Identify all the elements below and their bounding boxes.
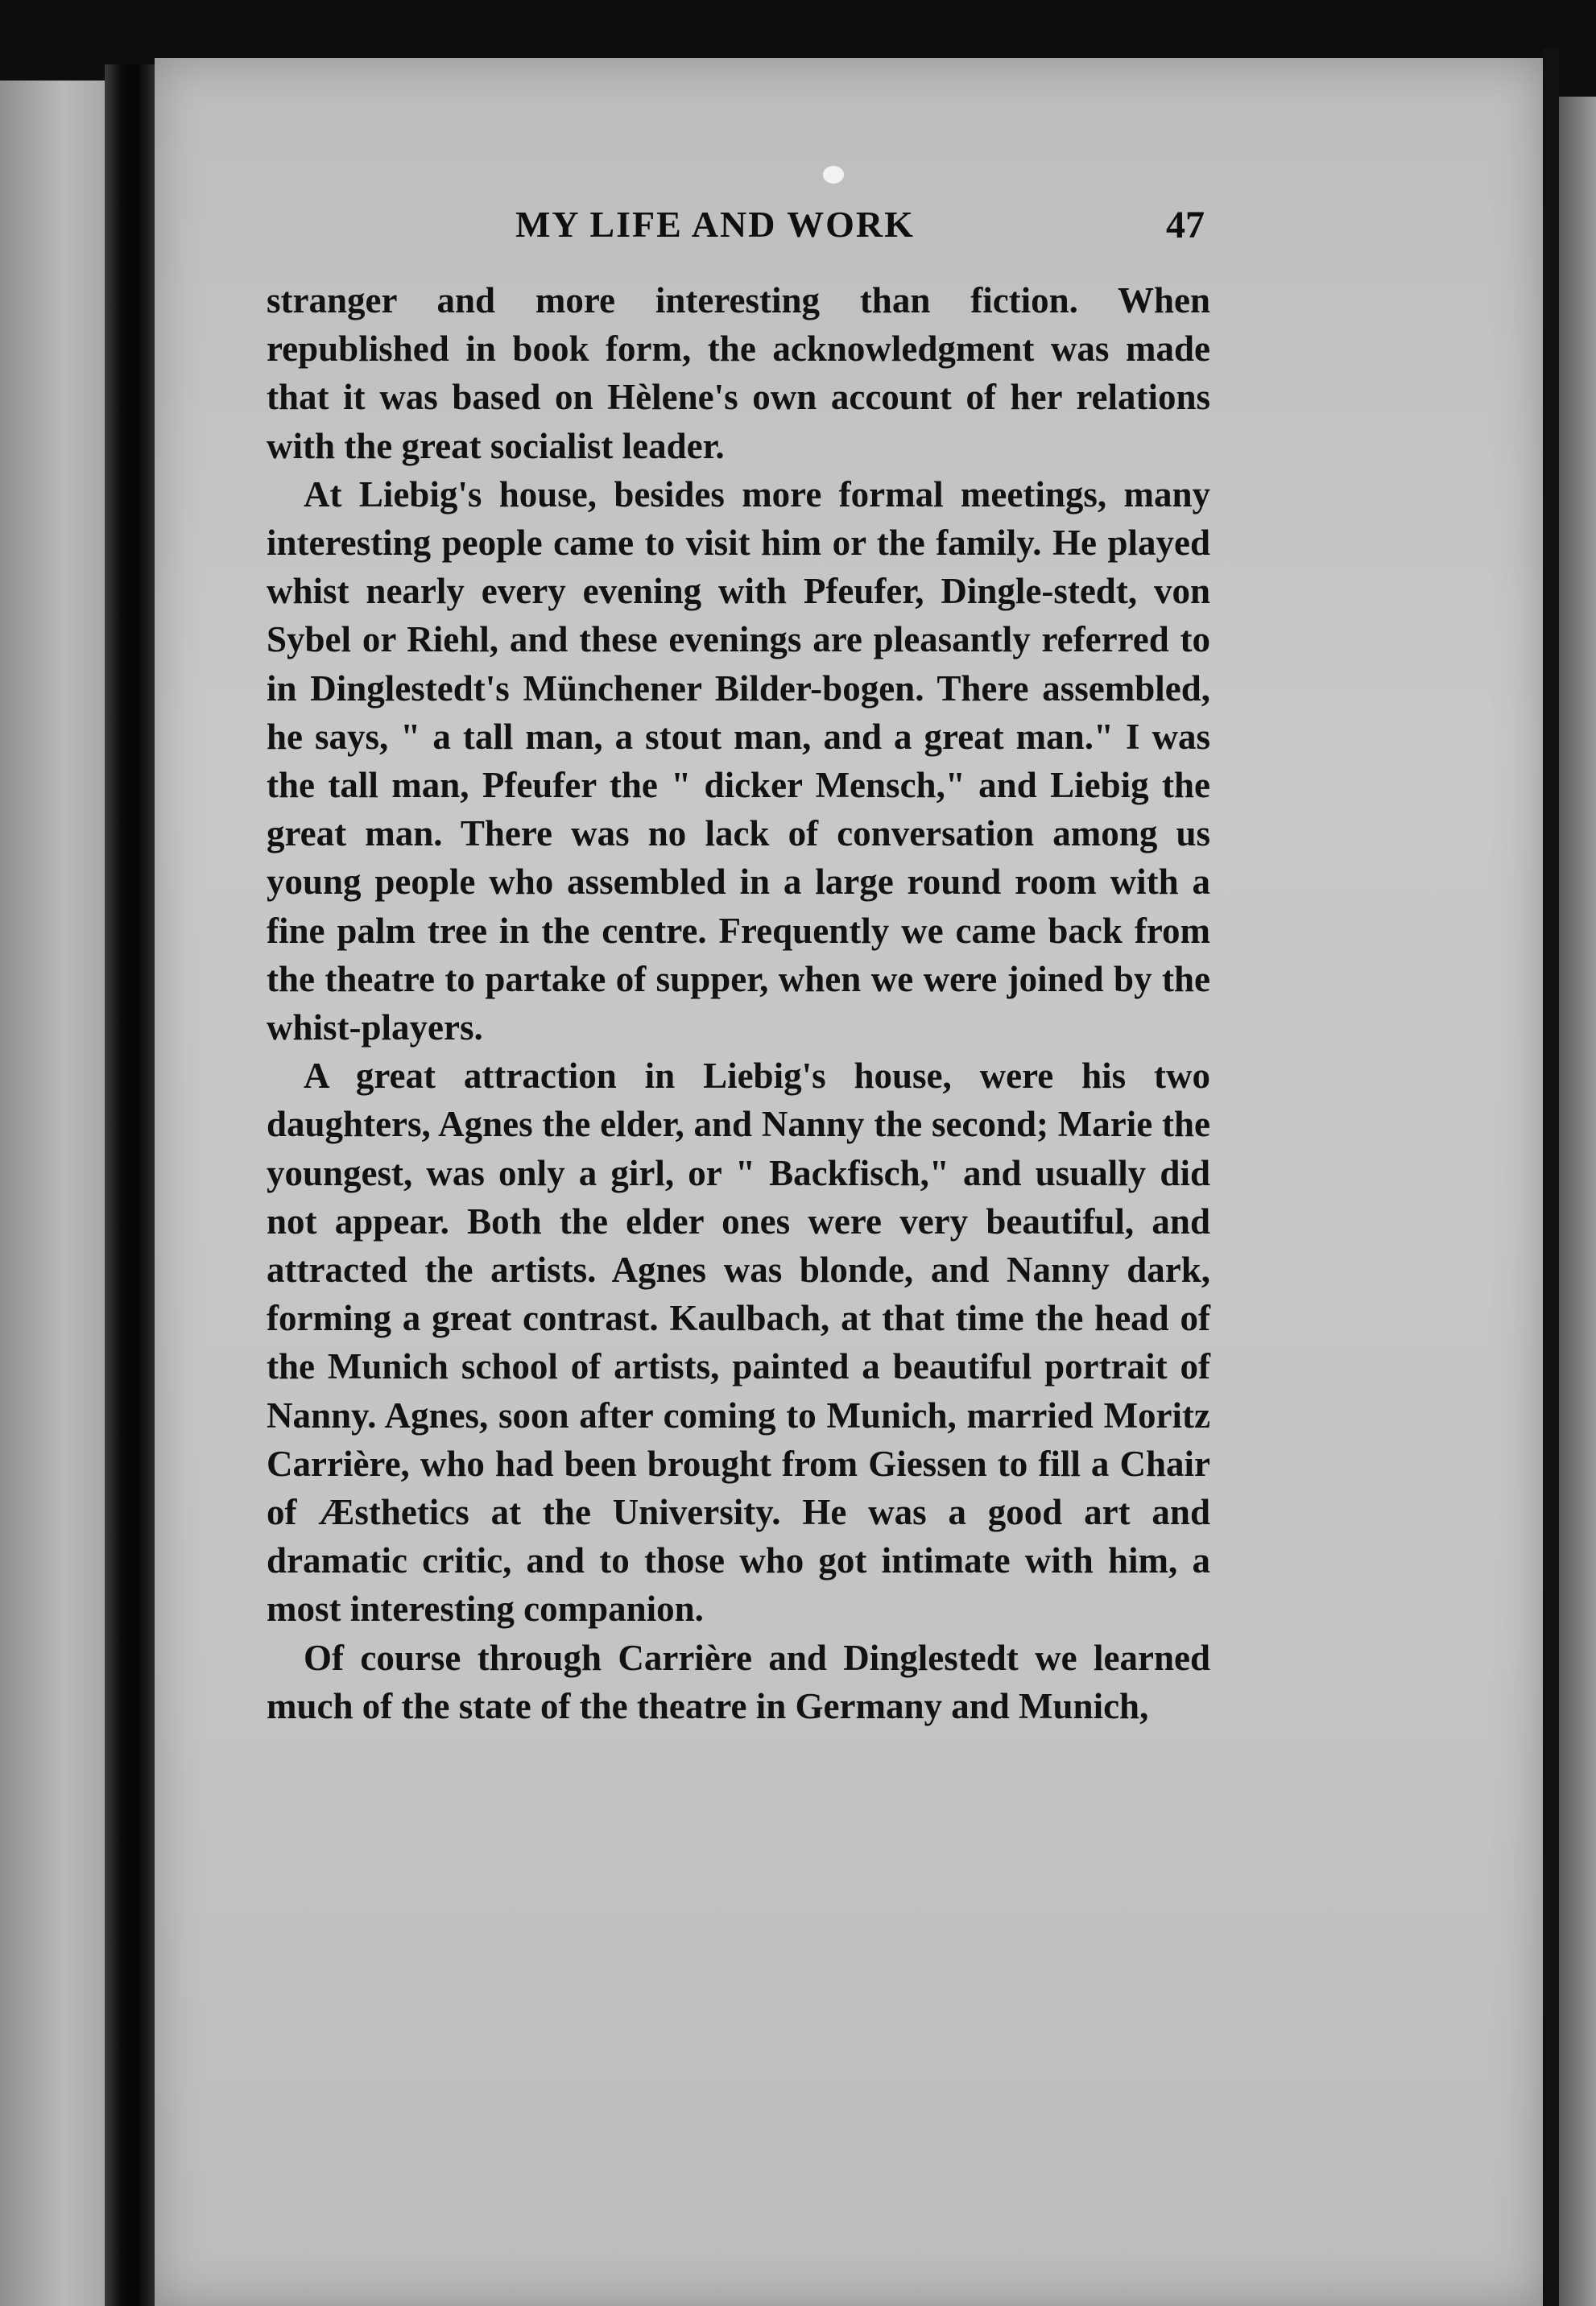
page-right-border xyxy=(1543,48,1559,2306)
page-header xyxy=(0,203,1596,259)
facing-page-edge xyxy=(0,81,105,2306)
page-number: 47 xyxy=(1166,204,1205,246)
next-page-edge xyxy=(1559,97,1596,2306)
running-title: MY LIFE AND WORK xyxy=(515,204,915,245)
paragraph-2: At Liebig's house, besides more formal meetings, many interesting people came to visit him or the family. He played whist nearly every evening with Pfeufer, Dingle-stedt, von Sybel or Riehl, and these evenings are pleasantly referred to in Dinglestedt's Münchener Bilder-bogen. There assembled, he says, " a tall man, a stout man, and a great man." I was the tall man, Pfeufer the " dicker Mensch," and Liebig the great man. There was no lack of conversation among us young people who assembled in a large round room with a fine palm tree in the centre. Frequently we came back from the theatre to partake of supper, when we were joined by the whist-players. xyxy=(267,473,1210,1048)
paragraph-3: A great attraction in Liebig's house, were his two daughters, Agnes the elder, and Nanny the second; Marie the youngest, was only a girl, or " Backfisch," and usually did not appear. Both the elder ones were very beautiful, and attracted the artists. Agnes was blonde, and Nanny dark, forming a great contrast. Kaulbach, at that time the head of the Munich school of artists, painted a beautiful portrait of Nanny. Agnes, soon after coming to Munich, married Moritz Carrière, who had been brought from Giessen to fill a Chair of Æsthetics at the University. He was a good art and dramatic critic, and to those who got intimate with him, a most interesting companion. xyxy=(267,1056,1210,1630)
body-text xyxy=(267,276,1210,1730)
paragraph-4: Of course through Carrière and Dinglestedt we learned much of the state of the theatre in Germany and Munich, xyxy=(267,1637,1210,1726)
book-gutter-shadow xyxy=(105,64,155,2306)
paragraph-1: stranger and more interesting than fiction. When republished in book form, the acknowledgment was made that it was based on Hèlene's own account of her relations with the great socialist leader. xyxy=(267,280,1210,466)
dust-speck xyxy=(823,166,844,184)
